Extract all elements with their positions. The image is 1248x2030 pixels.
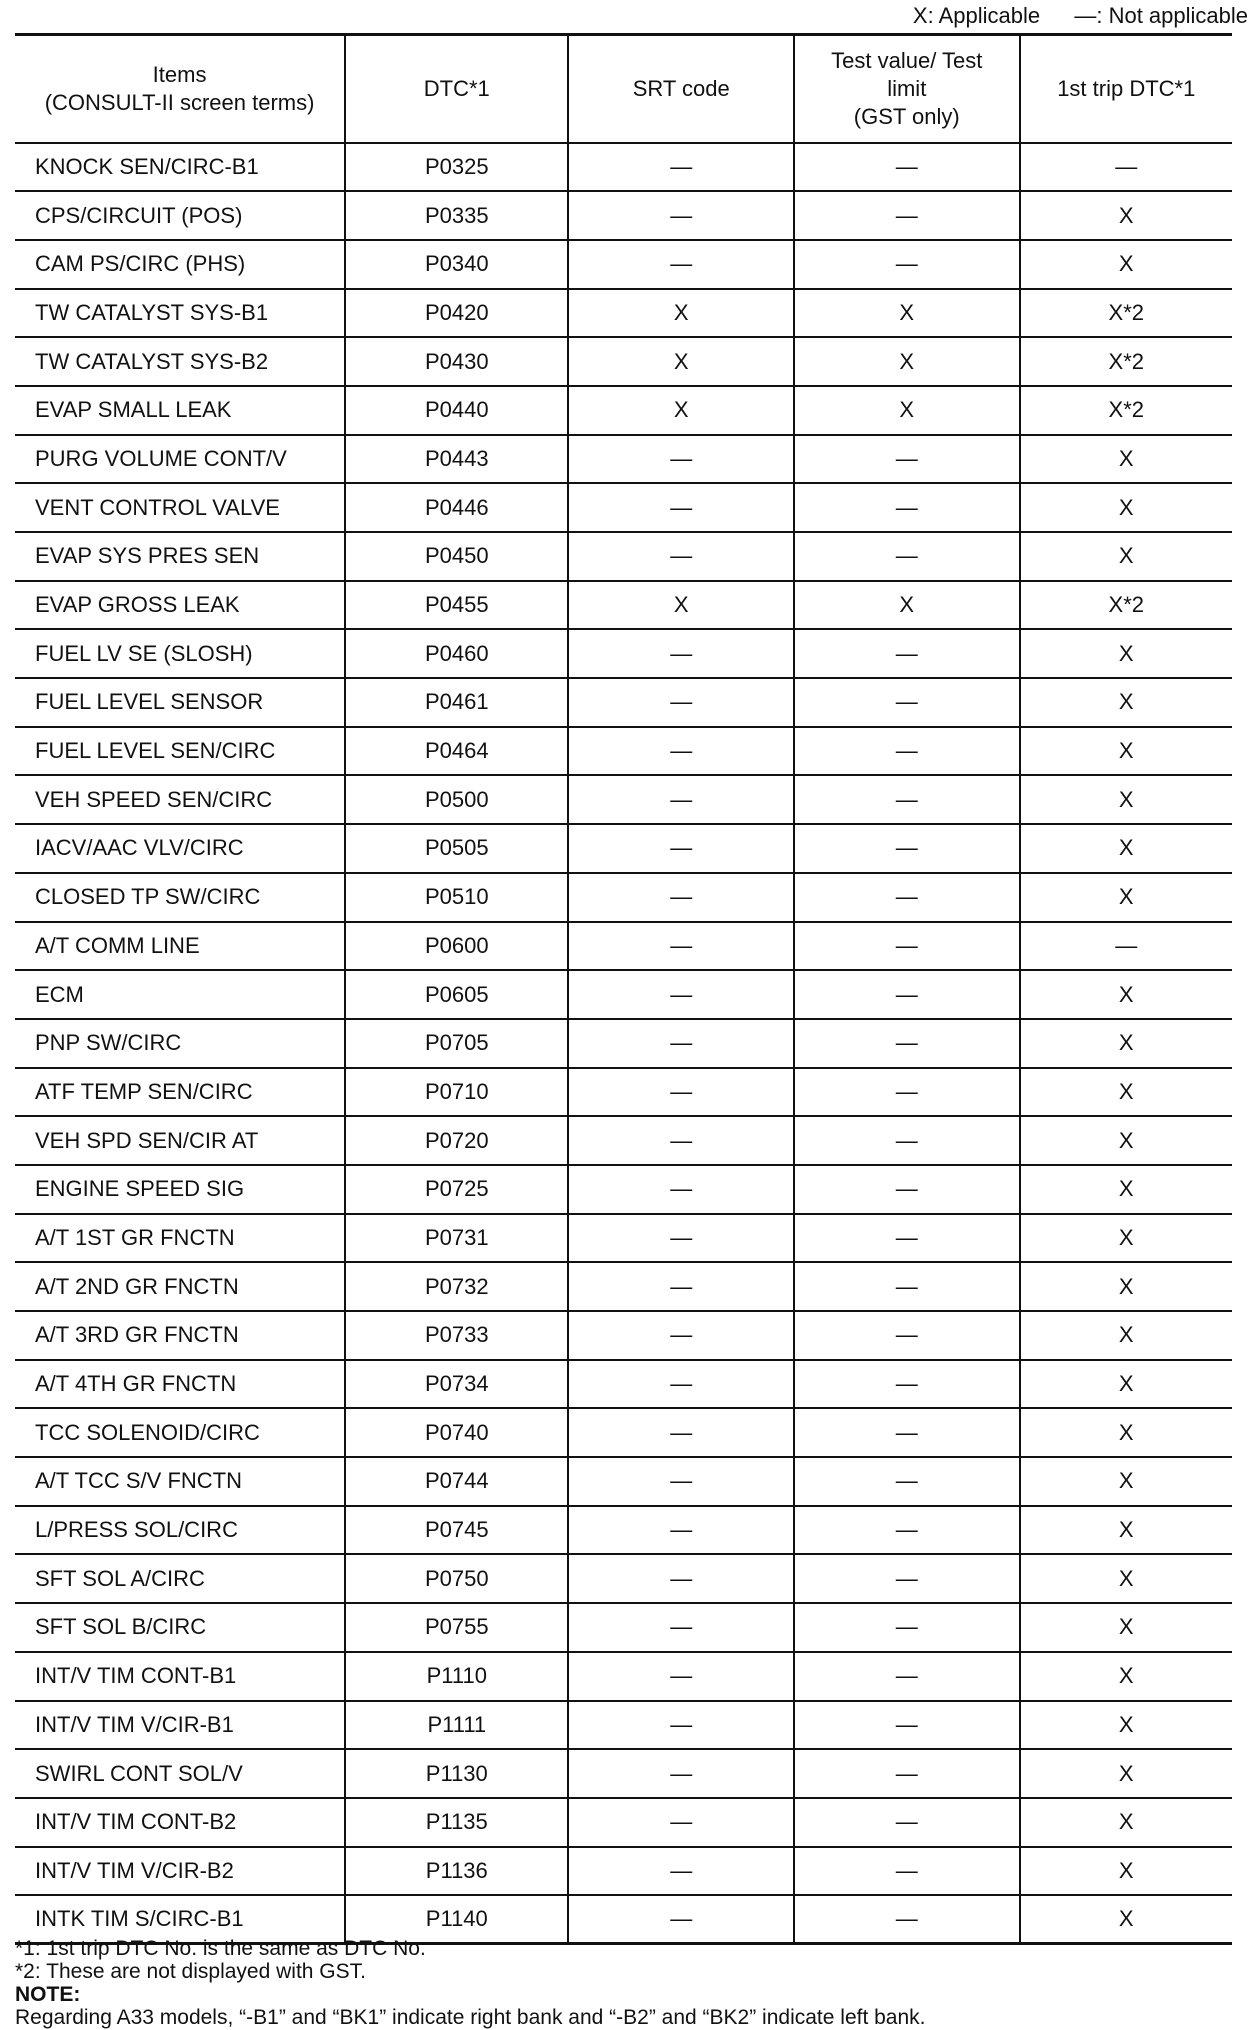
table-row bbox=[15, 1214, 1232, 1263]
cell-dtc: P0420 bbox=[345, 289, 568, 338]
cell-test-value: — bbox=[794, 1165, 1020, 1214]
cell-item: EVAP SYS PRES SEN bbox=[15, 532, 345, 581]
cell-item: ENGINE SPEED SIG bbox=[15, 1165, 345, 1214]
cell-dtc: P0335 bbox=[345, 191, 568, 240]
cell-dtc: P1110 bbox=[345, 1652, 568, 1701]
note-title: NOTE: bbox=[15, 1983, 81, 2006]
table-row bbox=[15, 1798, 1232, 1847]
cell-item: EVAP GROSS LEAK bbox=[15, 581, 345, 630]
cell-srt-code: X bbox=[568, 581, 794, 630]
legend-not-applicable: —: Not applicable bbox=[1074, 3, 1248, 28]
cell-dtc: P0710 bbox=[345, 1068, 568, 1117]
header-first-trip-dtc: 1st trip DTC*1 bbox=[1020, 35, 1232, 143]
cell-dtc: P0745 bbox=[345, 1506, 568, 1555]
table-row bbox=[15, 1749, 1232, 1798]
cell-item: PNP SW/CIRC bbox=[15, 1019, 345, 1068]
cell-item: PURG VOLUME CONT/V bbox=[15, 435, 345, 484]
header-row bbox=[15, 35, 1232, 143]
table-row bbox=[15, 1457, 1232, 1506]
cell-first-trip-dtc: X bbox=[1020, 1019, 1232, 1068]
table-row bbox=[15, 629, 1232, 678]
cell-test-value: — bbox=[794, 1457, 1020, 1506]
cell-test-value: — bbox=[794, 1214, 1020, 1263]
cell-test-value: — bbox=[794, 240, 1020, 289]
table-row bbox=[15, 1408, 1232, 1457]
cell-dtc: P0443 bbox=[345, 435, 568, 484]
cell-test-value: X bbox=[794, 581, 1020, 630]
cell-dtc: P1135 bbox=[345, 1798, 568, 1847]
cell-test-value: — bbox=[794, 970, 1020, 1019]
cell-first-trip-dtc: X bbox=[1020, 240, 1232, 289]
cell-item: CLOSED TP SW/CIRC bbox=[15, 873, 345, 922]
table-row bbox=[15, 1116, 1232, 1165]
cell-item: A/T TCC S/V FNCTN bbox=[15, 1457, 345, 1506]
cell-dtc: P0340 bbox=[345, 240, 568, 289]
cell-test-value: X bbox=[794, 386, 1020, 435]
cell-srt-code: — bbox=[568, 1895, 794, 1944]
table-row bbox=[15, 970, 1232, 1019]
cell-dtc: P0600 bbox=[345, 922, 568, 971]
cell-first-trip-dtc: X bbox=[1020, 970, 1232, 1019]
header-srt-code: SRT code bbox=[568, 35, 794, 143]
cell-dtc: P0455 bbox=[345, 581, 568, 630]
table-row bbox=[15, 1554, 1232, 1603]
table-row bbox=[15, 1068, 1232, 1117]
table-header bbox=[15, 35, 1232, 143]
cell-test-value: — bbox=[794, 1262, 1020, 1311]
cell-item: A/T COMM LINE bbox=[15, 922, 345, 971]
cell-item: A/T 4TH GR FNCTN bbox=[15, 1360, 345, 1409]
cell-test-value: — bbox=[794, 1749, 1020, 1798]
cell-first-trip-dtc: X bbox=[1020, 1603, 1232, 1652]
note-text: Regarding A33 models, “-B1” and “BK1” indicate right bank and “-B2” and “BK2” indicate left bank. bbox=[15, 2006, 926, 2029]
cell-srt-code: — bbox=[568, 1554, 794, 1603]
table-row bbox=[15, 435, 1232, 484]
cell-item: INTK TIM S/CIRC-B1 bbox=[15, 1895, 345, 1944]
cell-test-value: — bbox=[794, 532, 1020, 581]
table-row bbox=[15, 191, 1232, 240]
table-row bbox=[15, 581, 1232, 630]
cell-first-trip-dtc: — bbox=[1020, 143, 1232, 192]
cell-srt-code: — bbox=[568, 922, 794, 971]
cell-item: TW CATALYST SYS-B2 bbox=[15, 337, 345, 386]
cell-first-trip-dtc: X bbox=[1020, 1701, 1232, 1750]
table-row bbox=[15, 289, 1232, 338]
cell-dtc: P0605 bbox=[345, 970, 568, 1019]
cell-first-trip-dtc: X bbox=[1020, 824, 1232, 873]
cell-test-value: — bbox=[794, 1408, 1020, 1457]
cell-srt-code: — bbox=[568, 873, 794, 922]
cell-first-trip-dtc: X bbox=[1020, 483, 1232, 532]
cell-dtc: P1136 bbox=[345, 1847, 568, 1896]
cell-srt-code: — bbox=[568, 483, 794, 532]
cell-test-value: — bbox=[794, 629, 1020, 678]
cell-test-value: X bbox=[794, 337, 1020, 386]
cell-first-trip-dtc: X bbox=[1020, 1214, 1232, 1263]
cell-first-trip-dtc: X bbox=[1020, 873, 1232, 922]
cell-dtc: P1111 bbox=[345, 1701, 568, 1750]
table-row bbox=[15, 532, 1232, 581]
cell-first-trip-dtc: X bbox=[1020, 435, 1232, 484]
cell-srt-code: — bbox=[568, 1019, 794, 1068]
table-row bbox=[15, 824, 1232, 873]
cell-first-trip-dtc: X bbox=[1020, 532, 1232, 581]
cell-first-trip-dtc: — bbox=[1020, 922, 1232, 971]
cell-item: ECM bbox=[15, 970, 345, 1019]
cell-dtc: P1130 bbox=[345, 1749, 568, 1798]
cell-first-trip-dtc: X bbox=[1020, 775, 1232, 824]
cell-dtc: P0755 bbox=[345, 1603, 568, 1652]
legend-applicable: X: Applicable bbox=[912, 3, 1041, 28]
cell-test-value: — bbox=[794, 1360, 1020, 1409]
cell-srt-code: — bbox=[568, 678, 794, 727]
cell-item: FUEL LV SE (SLOSH) bbox=[15, 629, 345, 678]
cell-item: FUEL LEVEL SENSOR bbox=[15, 678, 345, 727]
cell-first-trip-dtc: X bbox=[1020, 1116, 1232, 1165]
table-row bbox=[15, 337, 1232, 386]
cell-test-value: — bbox=[794, 1116, 1020, 1165]
cell-srt-code: — bbox=[568, 1457, 794, 1506]
cell-dtc: P0430 bbox=[345, 337, 568, 386]
header-dtc: DTC*1 bbox=[345, 35, 568, 143]
cell-srt-code: — bbox=[568, 1847, 794, 1896]
cell-srt-code: — bbox=[568, 1749, 794, 1798]
cell-first-trip-dtc: X bbox=[1020, 1457, 1232, 1506]
cell-item: KNOCK SEN/CIRC-B1 bbox=[15, 143, 345, 192]
table-row bbox=[15, 922, 1232, 971]
cell-dtc: P0460 bbox=[345, 629, 568, 678]
table-row bbox=[15, 1506, 1232, 1555]
cell-item: EVAP SMALL LEAK bbox=[15, 386, 345, 435]
cell-item: SFT SOL B/CIRC bbox=[15, 1603, 345, 1652]
cell-item: INT/V TIM V/CIR-B1 bbox=[15, 1701, 345, 1750]
table-row bbox=[15, 1652, 1232, 1701]
cell-first-trip-dtc: X bbox=[1020, 1847, 1232, 1896]
cell-srt-code: — bbox=[568, 1506, 794, 1555]
table-row bbox=[15, 483, 1232, 532]
cell-srt-code: — bbox=[568, 727, 794, 776]
cell-item: INT/V TIM CONT-B1 bbox=[15, 1652, 345, 1701]
table-row bbox=[15, 873, 1232, 922]
cell-srt-code: — bbox=[568, 1360, 794, 1409]
cell-srt-code: — bbox=[568, 1214, 794, 1263]
footnote-1: *1: 1st trip DTC No. is the same as DTC No. bbox=[15, 1937, 426, 1960]
cell-srt-code: — bbox=[568, 629, 794, 678]
cell-item: VENT CONTROL VALVE bbox=[15, 483, 345, 532]
cell-test-value: — bbox=[794, 1847, 1020, 1896]
cell-srt-code: X bbox=[568, 386, 794, 435]
cell-test-value: — bbox=[794, 1311, 1020, 1360]
cell-srt-code: — bbox=[568, 824, 794, 873]
cell-item: ATF TEMP SEN/CIRC bbox=[15, 1068, 345, 1117]
cell-item: TCC SOLENOID/CIRC bbox=[15, 1408, 345, 1457]
cell-dtc: P0744 bbox=[345, 1457, 568, 1506]
table-row bbox=[15, 1701, 1232, 1750]
cell-first-trip-dtc: X bbox=[1020, 191, 1232, 240]
table-row bbox=[15, 386, 1232, 435]
cell-dtc: P0440 bbox=[345, 386, 568, 435]
cell-item: INT/V TIM V/CIR-B2 bbox=[15, 1847, 345, 1896]
footnotes bbox=[15, 1937, 1235, 2029]
header-items-line2: (CONSULT-II screen terms) bbox=[44, 89, 315, 115]
table-row bbox=[15, 775, 1232, 824]
table-row bbox=[15, 678, 1232, 727]
cell-dtc: P0325 bbox=[345, 143, 568, 192]
table-row bbox=[15, 143, 1232, 192]
cell-item: SWIRL CONT SOL/V bbox=[15, 1749, 345, 1798]
header-test-line2: limit bbox=[887, 75, 927, 101]
cell-first-trip-dtc: X bbox=[1020, 1895, 1232, 1944]
table-row bbox=[15, 1165, 1232, 1214]
cell-srt-code: — bbox=[568, 1701, 794, 1750]
cell-srt-code: — bbox=[568, 1262, 794, 1311]
legend bbox=[0, 0, 1248, 32]
cell-first-trip-dtc: X bbox=[1020, 678, 1232, 727]
table-row bbox=[15, 1603, 1232, 1652]
cell-item: CAM PS/CIRC (PHS) bbox=[15, 240, 345, 289]
cell-srt-code: — bbox=[568, 1652, 794, 1701]
cell-srt-code: X bbox=[568, 289, 794, 338]
cell-first-trip-dtc: X bbox=[1020, 1652, 1232, 1701]
cell-item: INT/V TIM CONT-B2 bbox=[15, 1798, 345, 1847]
cell-dtc: P0725 bbox=[345, 1165, 568, 1214]
cell-first-trip-dtc: X bbox=[1020, 1262, 1232, 1311]
cell-first-trip-dtc: X bbox=[1020, 1798, 1232, 1847]
cell-srt-code: — bbox=[568, 1311, 794, 1360]
cell-test-value: — bbox=[794, 435, 1020, 484]
cell-test-value: — bbox=[794, 1895, 1020, 1944]
cell-item: SFT SOL A/CIRC bbox=[15, 1554, 345, 1603]
cell-srt-code: — bbox=[568, 1068, 794, 1117]
cell-test-value: — bbox=[794, 824, 1020, 873]
cell-test-value: — bbox=[794, 191, 1020, 240]
table-row bbox=[15, 1847, 1232, 1896]
cell-first-trip-dtc: X*2 bbox=[1020, 581, 1232, 630]
cell-test-value: — bbox=[794, 143, 1020, 192]
cell-dtc: P0705 bbox=[345, 1019, 568, 1068]
cell-test-value: — bbox=[794, 678, 1020, 727]
header-items-line1: Items bbox=[152, 61, 207, 87]
cell-first-trip-dtc: X bbox=[1020, 629, 1232, 678]
cell-srt-code: — bbox=[568, 1798, 794, 1847]
header-test-line1: Test value/ Test bbox=[831, 47, 983, 73]
cell-dtc: P0500 bbox=[345, 775, 568, 824]
cell-srt-code: — bbox=[568, 143, 794, 192]
cell-srt-code: — bbox=[568, 775, 794, 824]
table-row bbox=[15, 240, 1232, 289]
cell-srt-code: — bbox=[568, 1408, 794, 1457]
cell-dtc: P1140 bbox=[345, 1895, 568, 1944]
header-test-line3: (GST only) bbox=[853, 103, 960, 129]
cell-first-trip-dtc: X bbox=[1020, 1749, 1232, 1798]
cell-first-trip-dtc: X bbox=[1020, 1360, 1232, 1409]
cell-item: TW CATALYST SYS-B1 bbox=[15, 289, 345, 338]
cell-test-value: — bbox=[794, 1068, 1020, 1117]
cell-srt-code: — bbox=[568, 435, 794, 484]
cell-dtc: P0732 bbox=[345, 1262, 568, 1311]
cell-item: A/T 2ND GR FNCTN bbox=[15, 1262, 345, 1311]
cell-dtc: P0750 bbox=[345, 1554, 568, 1603]
cell-dtc: P0731 bbox=[345, 1214, 568, 1263]
cell-srt-code: — bbox=[568, 1603, 794, 1652]
cell-srt-code: X bbox=[568, 337, 794, 386]
header-test-value bbox=[794, 35, 1020, 143]
cell-first-trip-dtc: X bbox=[1020, 1068, 1232, 1117]
cell-item: A/T 3RD GR FNCTN bbox=[15, 1311, 345, 1360]
header-items bbox=[15, 35, 345, 143]
cell-test-value: — bbox=[794, 1798, 1020, 1847]
cell-test-value: — bbox=[794, 1603, 1020, 1652]
cell-srt-code: — bbox=[568, 1116, 794, 1165]
table-row bbox=[15, 727, 1232, 776]
footnote-2: *2: These are not displayed with GST. bbox=[15, 1960, 366, 1983]
table-row bbox=[15, 1262, 1232, 1311]
cell-srt-code: — bbox=[568, 1165, 794, 1214]
cell-item: IACV/AAC VLV/CIRC bbox=[15, 824, 345, 873]
cell-srt-code: — bbox=[568, 191, 794, 240]
cell-first-trip-dtc: X bbox=[1020, 1554, 1232, 1603]
cell-first-trip-dtc: X*2 bbox=[1020, 337, 1232, 386]
cell-item: L/PRESS SOL/CIRC bbox=[15, 1506, 345, 1555]
cell-dtc: P0464 bbox=[345, 727, 568, 776]
cell-first-trip-dtc: X bbox=[1020, 1408, 1232, 1457]
cell-test-value: — bbox=[794, 1506, 1020, 1555]
cell-test-value: — bbox=[794, 1019, 1020, 1068]
cell-dtc: P0734 bbox=[345, 1360, 568, 1409]
cell-dtc: P0505 bbox=[345, 824, 568, 873]
cell-item: FUEL LEVEL SEN/CIRC bbox=[15, 727, 345, 776]
cell-srt-code: — bbox=[568, 970, 794, 1019]
cell-first-trip-dtc: X bbox=[1020, 1311, 1232, 1360]
cell-item: A/T 1ST GR FNCTN bbox=[15, 1214, 345, 1263]
cell-srt-code: — bbox=[568, 532, 794, 581]
cell-dtc: P0450 bbox=[345, 532, 568, 581]
cell-first-trip-dtc: X bbox=[1020, 1506, 1232, 1555]
cell-dtc: P0461 bbox=[345, 678, 568, 727]
table-row bbox=[15, 1360, 1232, 1409]
cell-test-value: — bbox=[794, 1554, 1020, 1603]
table-row bbox=[15, 1019, 1232, 1068]
cell-test-value: — bbox=[794, 727, 1020, 776]
cell-first-trip-dtc: X bbox=[1020, 1165, 1232, 1214]
cell-dtc: P0740 bbox=[345, 1408, 568, 1457]
cell-test-value: X bbox=[794, 289, 1020, 338]
cell-dtc: P0720 bbox=[345, 1116, 568, 1165]
cell-test-value: — bbox=[794, 1652, 1020, 1701]
cell-first-trip-dtc: X*2 bbox=[1020, 386, 1232, 435]
cell-test-value: — bbox=[794, 873, 1020, 922]
cell-first-trip-dtc: X bbox=[1020, 727, 1232, 776]
cell-test-value: — bbox=[794, 775, 1020, 824]
table-row bbox=[15, 1311, 1232, 1360]
cell-test-value: — bbox=[794, 922, 1020, 971]
cell-item: CPS/CIRCUIT (POS) bbox=[15, 191, 345, 240]
cell-test-value: — bbox=[794, 1701, 1020, 1750]
cell-dtc: P0510 bbox=[345, 873, 568, 922]
cell-srt-code: — bbox=[568, 240, 794, 289]
cell-test-value: — bbox=[794, 483, 1020, 532]
dtc-table bbox=[15, 33, 1232, 1945]
cell-dtc: P0733 bbox=[345, 1311, 568, 1360]
cell-item: VEH SPD SEN/CIR AT bbox=[15, 1116, 345, 1165]
cell-first-trip-dtc: X*2 bbox=[1020, 289, 1232, 338]
table-body bbox=[15, 143, 1232, 1944]
cell-dtc: P0446 bbox=[345, 483, 568, 532]
cell-item: VEH SPEED SEN/CIRC bbox=[15, 775, 345, 824]
